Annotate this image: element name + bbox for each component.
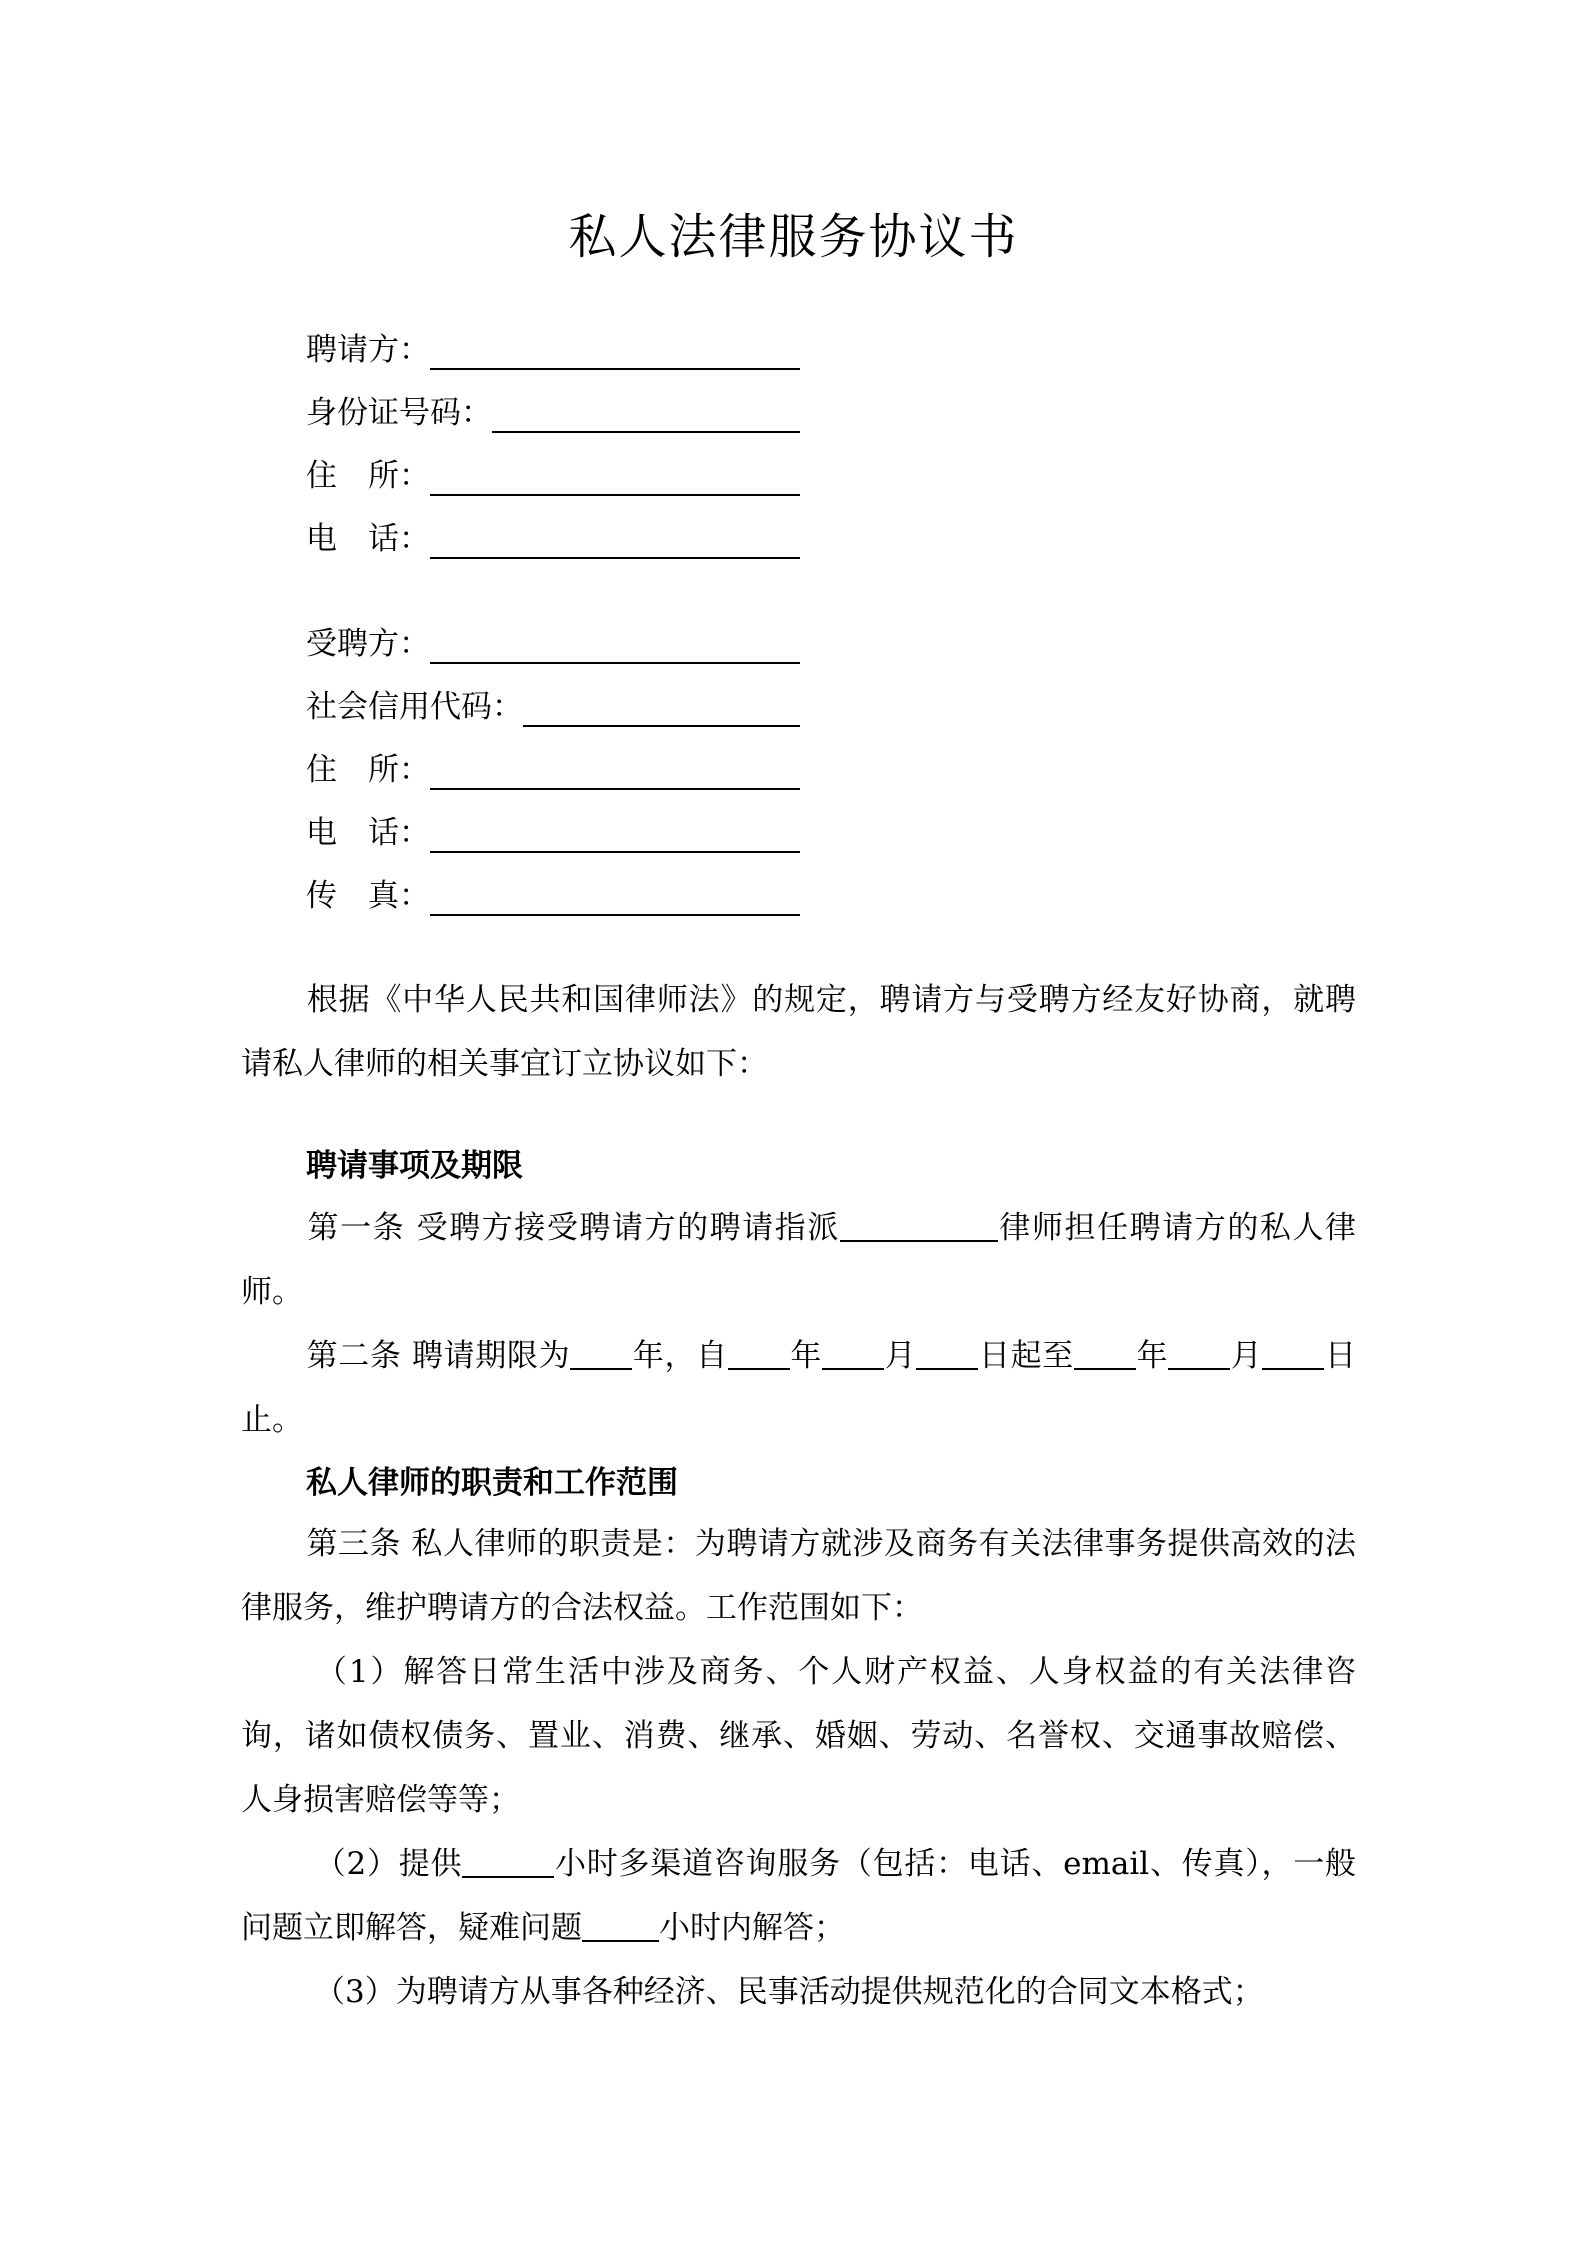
party-a-phone-blank[interactable]: [430, 521, 800, 559]
article-2-text-a: 第二条 聘请期限为: [306, 1338, 571, 1374]
article-1-text-a: 第一条 受聘方接受聘请方的聘请指派: [306, 1210, 840, 1246]
party-b-phone-blank[interactable]: [430, 815, 800, 853]
work-item-2: [241, 1832, 1356, 1960]
end-year-blank[interactable]: [1074, 1338, 1136, 1370]
start-month-blank[interactable]: [822, 1338, 884, 1370]
work-item-1-text: （1）解答日常生活中涉及商务、个人财产权益、人身权益的有关法律咨询，诸如债权债务、置业、消费、继承、婚姻、劳动、名誉权、交通事故赔偿、人身损害赔偿等等；: [241, 1654, 1356, 1818]
party-b-address-field: [306, 750, 800, 790]
party-a-id-label: 身份证号码：: [306, 395, 492, 431]
service-hours-blank[interactable]: [462, 1846, 554, 1878]
work-item-2-text-a: （2）提供: [314, 1846, 463, 1882]
party-b-fax-label: 传 真：: [306, 878, 430, 914]
article-2-text-f: 年: [1135, 1338, 1169, 1374]
party-a-phone-label: 电 话：: [306, 521, 430, 557]
term-years-blank[interactable]: [570, 1338, 632, 1370]
section-2-heading: 私人律师的职责和工作范围: [306, 1465, 678, 1501]
work-item-2-text-c: 小时内解答；: [659, 1910, 845, 1946]
intro-paragraph: [241, 968, 1356, 1096]
article-2-text-h: 日止。: [241, 1338, 1357, 1438]
article-2-text-g: 月: [1230, 1338, 1263, 1374]
party-a-address-label: 住 所：: [306, 458, 430, 494]
intro-text: 根据《中华人民共和国律师法》的规定，聘请方与受聘方经友好协商，就聘请私人律师的相关事宜订立协议如下：: [241, 982, 1356, 1082]
party-a-address-blank[interactable]: [430, 458, 800, 496]
article-3: [241, 1512, 1356, 1640]
party-a-name-field: [306, 330, 800, 370]
party-b-name-field: [306, 624, 800, 664]
party-b-name-blank[interactable]: [430, 626, 800, 664]
party-b-phone-label: 电 话：: [306, 815, 430, 851]
article-2: [241, 1324, 1356, 1452]
party-b-fax-field: [306, 876, 800, 916]
party-b-credit-field: [306, 687, 800, 727]
party-a-address-field: [306, 456, 800, 496]
party-b-fax-blank[interactable]: [430, 878, 800, 916]
party-a-id-blank[interactable]: [492, 395, 800, 433]
lawyer-name-blank[interactable]: [840, 1210, 998, 1242]
party-a-name-label: 聘请方：: [306, 332, 430, 368]
end-day-blank[interactable]: [1262, 1338, 1324, 1370]
party-b-credit-blank[interactable]: [523, 689, 800, 727]
response-hours-blank[interactable]: [582, 1910, 659, 1942]
end-month-blank[interactable]: [1168, 1338, 1230, 1370]
article-1-text-b: 律师担任聘请方的私人律师。: [241, 1210, 1356, 1310]
party-b-credit-label: 社会信用代码：: [306, 689, 523, 725]
work-item-3: [241, 1960, 1356, 2024]
party-a-name-blank[interactable]: [430, 332, 800, 370]
party-a-phone-field: [306, 519, 800, 559]
work-item-3-text: （3）为聘请方从事各种经济、民事活动提供规范化的合同文本格式；: [314, 1974, 1264, 2010]
article-1: [241, 1196, 1356, 1324]
start-day-blank[interactable]: [916, 1338, 978, 1370]
article-2-text-c: 年: [789, 1338, 823, 1374]
article-3-text: 第三条 私人律师的职责是：为聘请方就涉及商务有关法律事务提供高效的法律服务，维护聘请方的合法权益。工作范围如下：: [241, 1526, 1356, 1626]
article-2-text-e: 日起至: [978, 1338, 1074, 1374]
party-b-name-label: 受聘方：: [306, 626, 430, 662]
party-b-phone-field: [306, 813, 800, 853]
work-item-1: [241, 1640, 1356, 1832]
section-1-heading: 聘请事项及期限: [306, 1148, 523, 1184]
start-year-blank[interactable]: [728, 1338, 790, 1370]
document-title: 私人法律服务协议书: [568, 209, 1019, 265]
article-2-text-b: 年，自: [632, 1338, 728, 1374]
work-item-2-text-b: 小时多渠道咨询服务（包括：电话、email、传真），一般问题立即解答，疑难问题: [241, 1846, 1356, 1946]
party-b-address-blank[interactable]: [430, 752, 800, 790]
party-b-address-label: 住 所：: [306, 752, 430, 788]
party-a-id-field: [306, 393, 800, 433]
article-2-text-d: 月: [884, 1338, 917, 1374]
